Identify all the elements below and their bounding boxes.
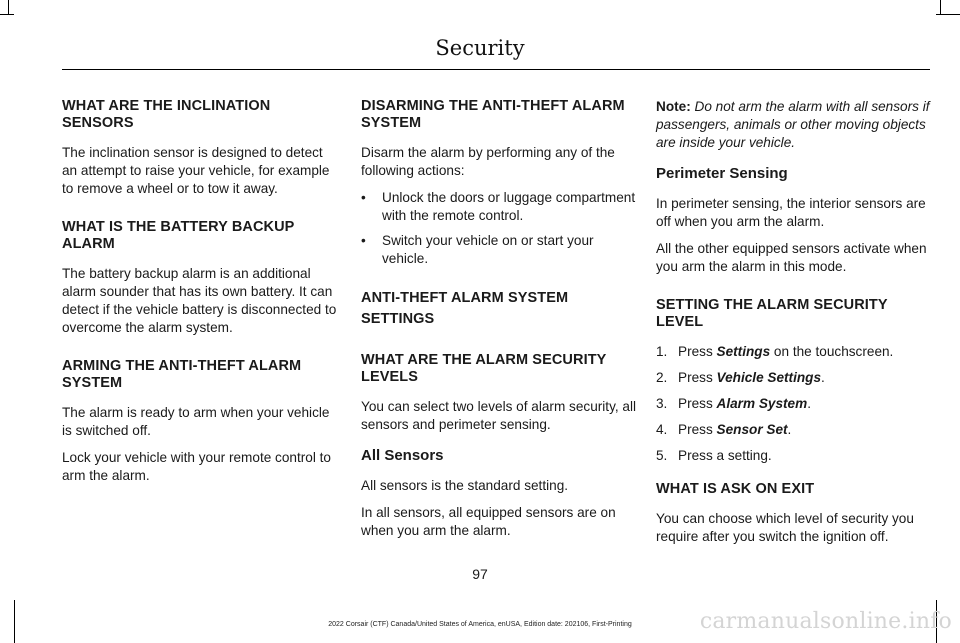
crop-mark [940,0,941,14]
subheading-all-sensors: All Sensors [361,447,444,464]
paragraph-inclination: The inclination sensor is designed to detect an attempt to raise your vehicle, for example to remove a wheel or to tow it away. [62,145,330,196]
paragraph-arming-2: Lock your vehicle with your remote control to arm the alarm. [62,450,331,483]
heading-security-levels: WHAT ARE THE ALARM SECURITY LEVELS [361,352,607,385]
list-item: • Switch your vehicle on or start your vehicle. [361,233,594,266]
column-left [62,98,340,494]
page-number: 97 [472,566,488,582]
heading-arming: ARMING THE ANTI-THEFT ALARM SYSTEM [62,358,302,391]
setting-steps-list [656,343,931,465]
column-right [656,98,931,555]
list-item: 4. Press Sensor Set. [656,422,792,437]
crop-mark [936,14,960,15]
subheading-perimeter-sensing: Perimeter Sensing [656,165,788,182]
list-item: 3. Press Alarm System. [656,396,811,411]
paragraph-battery-backup: The battery backup alarm is an additional alarm sounder that has its own battery. It can detect if the vehicle battery is disconnected to overcome the alarm system. [62,266,337,335]
bullet-mark: • [361,190,366,205]
note [656,98,931,152]
crop-mark [0,14,14,15]
header-divider [62,69,930,70]
bullet-mark: • [361,233,366,248]
heading-ask-on-exit: WHAT IS ASK ON EXIT [656,481,815,497]
page-title: Security [435,36,525,60]
note-label: Note: [656,99,691,114]
column-middle [361,98,639,549]
watermark: carmanualsonline.info [699,609,952,634]
heading-disarming: DISARMING THE ANTI-THEFT ALARM SYSTEM [361,98,625,131]
list-item: 1. Press Settings on the touchscreen. [656,344,894,359]
paragraph-ask-on-exit: You can choose which level of security you require after you switch the ignition off. [656,511,914,544]
heading-alarm-settings-line1: ANTI-THEFT ALARM SYSTEM [361,290,569,306]
heading-setting-security-level: SETTING THE ALARM SECURITY LEVEL [656,297,888,330]
crop-mark [8,0,9,14]
list-item: • Unlock the doors or luggage compartment with the remote control. [361,190,636,223]
list-item: 2. Press Vehicle Settings. [656,370,825,385]
paragraph-perimeter-1: In perimeter sensing, the interior sensors are off when you arm the alarm. [656,196,926,229]
heading-battery-backup: WHAT IS THE BATTERY BACKUP ALARM [62,219,295,252]
footer-edition-info: 2022 Corsair (CTF) Canada/United States of America, enUSA, Edition date: 202106, First-Printing [328,621,632,628]
heading-alarm-settings-line2: SETTINGS [361,311,435,327]
paragraph-perimeter-2: All the other equipped sensors activate when you arm the alarm in this mode. [656,241,927,274]
heading-inclination-sensors: WHAT ARE THE INCLINATION SENSORS [62,98,271,131]
list-item: 5. Press a setting. [656,448,772,463]
paragraph-disarming: Disarm the alarm by performing any of the following actions: [361,145,615,178]
paragraph-arming-1: The alarm is ready to arm when your vehicle is switched off. [62,405,330,438]
paragraph-all-sensors-2: In all sensors, all equipped sensors are on when you arm the alarm. [361,505,616,538]
note-text: Do not arm the alarm with all sensors if passengers, animals or other moving objects are inside your vehicle. [656,99,930,150]
paragraph-security-levels: You can select two levels of alarm security, all sensors and perimeter sensing. [361,399,637,432]
paragraph-all-sensors-1: All sensors is the standard setting. [361,478,569,493]
disarm-actions-list [361,189,639,268]
